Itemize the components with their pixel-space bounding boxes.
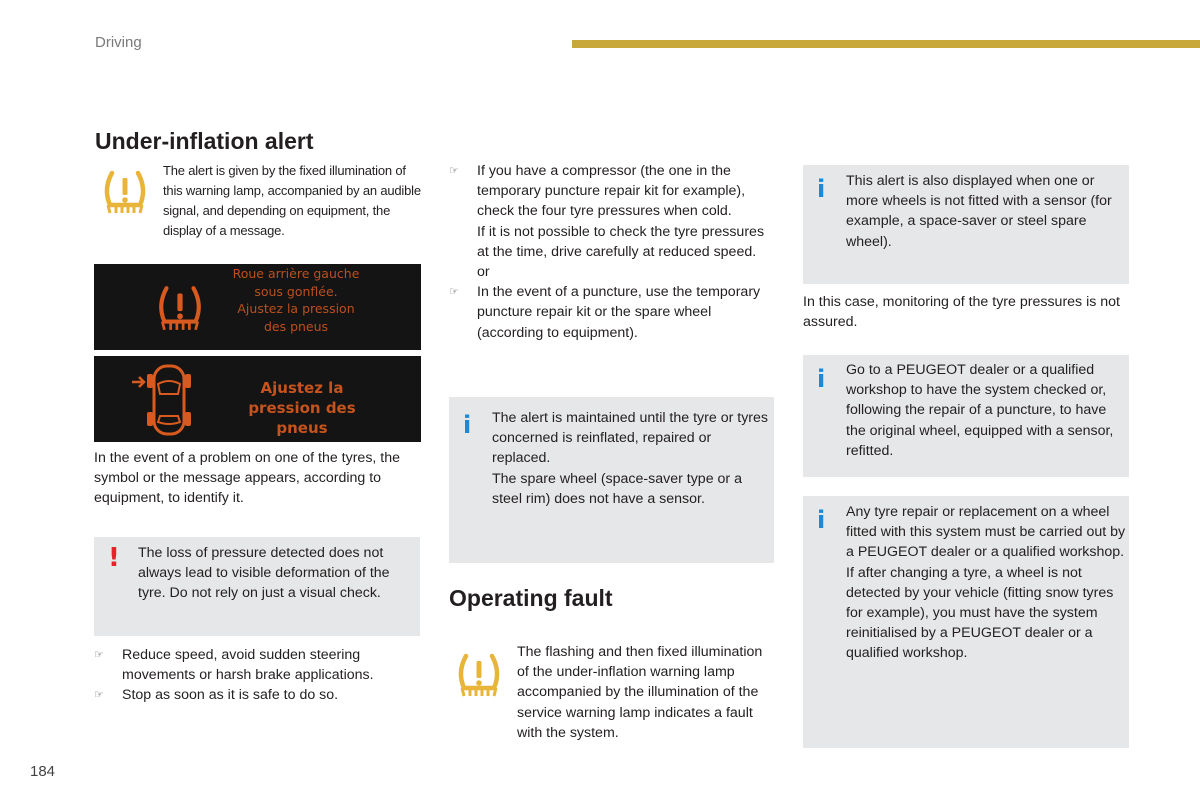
problem-text: In the event of a problem on one of the tyres, the symbol or the message appears, according to equipment, to identify it. — [94, 450, 401, 507]
page-number: 184 — [30, 763, 56, 780]
info-text: Any tyre repair or replacement on a wheel fitted with this system must be carried out by a PEUGEOT dealer or a qualified workshop. — [846, 504, 1126, 561]
info-box-alert-display — [803, 165, 1129, 284]
alert-box-text: The loss of pressure detected does not always lead to visible deformation of the tyre. Do not rely on just a visual check. — [138, 545, 390, 602]
list-item: ☞ Stop as soon as it is safe to do so. — [94, 685, 424, 705]
operating-fault-title: Operating fault — [449, 585, 613, 611]
list-item: ☞ If you have a compressor (the one in the temporary puncture repair kit for example), check the four tyre pressures when cold. — [449, 163, 746, 220]
pointing-hand-icon: ☞ — [94, 649, 104, 661]
intro-text: The alert is given by the fixed illumination of this warning lamp, accompanied by an audible signal, and depending on equipment, the display of a message. — [163, 163, 421, 238]
info-icon: i — [817, 175, 826, 203]
alert-box — [94, 537, 420, 636]
info-text: The alert is maintained until the tyre or tyres concerned is reinflated, repaired or replaced. — [492, 410, 768, 467]
alert-icon: ! — [108, 543, 120, 573]
info-box-repair — [803, 496, 1129, 748]
tyre-pressure-warning-icon — [454, 650, 504, 700]
dashboard-message-display — [94, 264, 421, 350]
header-accent-bar — [572, 40, 1200, 48]
dashboard-car-display — [94, 356, 421, 442]
bullet-continuation: If it is not possible to check the tyre pressures at the time, drive carefully at reduced speed. — [477, 223, 765, 260]
info-box-dealer — [803, 355, 1129, 477]
car-top-view-icon — [130, 360, 196, 442]
or-label: or — [477, 264, 490, 281]
info-text: The spare wheel (space-saver type or a steel rim) does not have a sensor. — [492, 470, 742, 507]
list-item: ☞ In the event of a puncture, use the temporary puncture repair kit or the spare wheel (according to equipment). — [449, 284, 761, 341]
info-icon: i — [817, 365, 826, 393]
dashboard-car-message-text: Ajustez la pression des pneus — [248, 379, 356, 437]
operating-fault-text: The flashing and then fixed illumination of the under-inflation warning lamp accompanied by the illumination of the service warning lamp indicates a fault with the system. — [517, 644, 763, 741]
info-text: This alert is also displayed when one or more wheels is not fitted with a sensor (for example, a space-saver or steel spare wheel). — [846, 173, 1112, 250]
middle-bullets — [449, 161, 774, 343]
tyre-pressure-warning-icon — [154, 282, 206, 339]
info-icon: i — [463, 411, 472, 439]
pointing-hand-icon: ☞ — [94, 689, 104, 702]
info-box-sensor — [449, 397, 774, 563]
action-bullet-list — [94, 645, 424, 706]
section-header: Driving — [95, 34, 142, 51]
pointing-hand-icon: ☞ — [449, 286, 459, 299]
tyre-pressure-warning-icon — [100, 167, 150, 217]
info-icon: i — [817, 506, 826, 534]
list-item: ☞ Reduce speed, avoid sudden steering movements or harsh brake applications. — [94, 647, 374, 684]
info-text: Go to a PEUGEOT dealer or a qualified workshop to have the system checked or, following the repair of a puncture, to have the original wheel, equipped with a sensor, refitted. — [846, 362, 1114, 459]
dashboard-message-text: Roue arrière gauche sous gonflée. Ajustez la pression des pneus — [232, 266, 360, 334]
under-inflation-title: Under-inflation alert — [95, 128, 314, 154]
pointing-hand-icon: ☞ — [449, 165, 459, 177]
info-text: If after changing a tyre, a wheel is not detected by your vehicle (fitting snow tyres for example), you must have the system reinitialised by a PEUGEOT dealer or a qualified workshop. — [846, 564, 1114, 662]
monitoring-text: In this case, monitoring of the tyre pressures is not assured. — [803, 294, 1121, 331]
